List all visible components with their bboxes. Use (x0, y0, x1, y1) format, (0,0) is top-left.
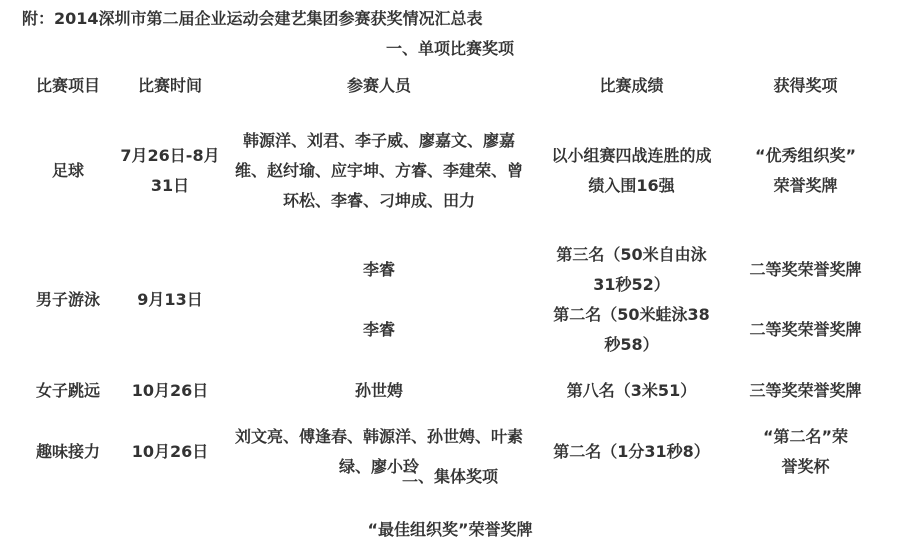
table-header-row (20, 70, 882, 102)
award-cell (729, 240, 882, 300)
document-title: 附：2014深圳市第二届企业运动会建艺集团参赛获奖情况汇总表 (22, 9, 483, 28)
event-cell: 趣味接力 (35, 442, 100, 461)
award-text-line2: 荣誉奖牌 (773, 176, 838, 195)
award-text-line1: “优秀组织奖” (754, 146, 857, 165)
table-row-football (20, 102, 882, 240)
event-cell: 足球 (51, 161, 84, 180)
award-cell (729, 102, 882, 240)
participants-cell (224, 102, 534, 240)
header-award: 获得奖项 (773, 76, 838, 95)
participants-cell: 孙世娉 (354, 381, 403, 400)
section-heading-individual: 一、单项比赛奖项 (385, 39, 514, 58)
time-cell: 10月26日 (131, 442, 209, 461)
table-row-long-jump (20, 360, 882, 422)
event-cell: 男子游泳 (35, 290, 100, 309)
participants-text: 韩源洋、刘君、李子威、廖嘉文、廖嘉维、赵纣瑜、应宇坤、方睿、李建荣、曾环松、李睿、刁坤成、田力 (234, 131, 523, 210)
participants-text: 刘文亮、傅逢春、韩源洋、孙世娉、叶素绿、廖小玲 (234, 427, 523, 476)
event-cell: 女子跳远 (35, 381, 100, 400)
result-cell (534, 102, 729, 240)
group-award-text: “最佳组织奖”荣誉奖牌 (367, 520, 533, 539)
result-cell: 第八名（3米51） (566, 381, 697, 400)
time-cell (116, 102, 224, 240)
time-cell: 9月13日 (137, 290, 203, 309)
time-cell: 10月26日 (131, 381, 209, 400)
award-text: 二等奖荣誉奖牌 (749, 260, 862, 279)
header-participants: 参赛人员 (346, 76, 411, 95)
result-cell (534, 300, 729, 360)
section-heading-group: 二、集体奖项 (401, 467, 498, 486)
award-text: 二等奖荣誉奖牌 (749, 320, 862, 339)
header-event: 比赛项目 (35, 76, 100, 95)
participants-cell: 李睿 (362, 260, 395, 279)
result-text: 第三名（50米自由泳31秒52） (556, 245, 707, 294)
time-text: 7月26日-8月31日 (120, 146, 220, 195)
result-text: 第二名（50米蛙泳38秒58） (553, 305, 710, 354)
result-cell (534, 240, 729, 300)
award-text: “第二名”荣誉奖杯 (762, 427, 849, 476)
award-cell (729, 300, 882, 360)
award-text: 三等奖荣誉奖牌 (749, 381, 862, 400)
award-cell (729, 360, 882, 422)
result-text: 以小组赛四战连胜的成绩入围16强 (551, 146, 712, 195)
header-result: 比赛成绩 (599, 76, 664, 95)
header-time: 比赛时间 (137, 76, 202, 95)
result-text: 第二名（1分31秒8） (553, 442, 710, 461)
participants-cell: 李睿 (362, 320, 395, 339)
table-row-swimming (20, 240, 882, 300)
awards-table (20, 70, 882, 482)
